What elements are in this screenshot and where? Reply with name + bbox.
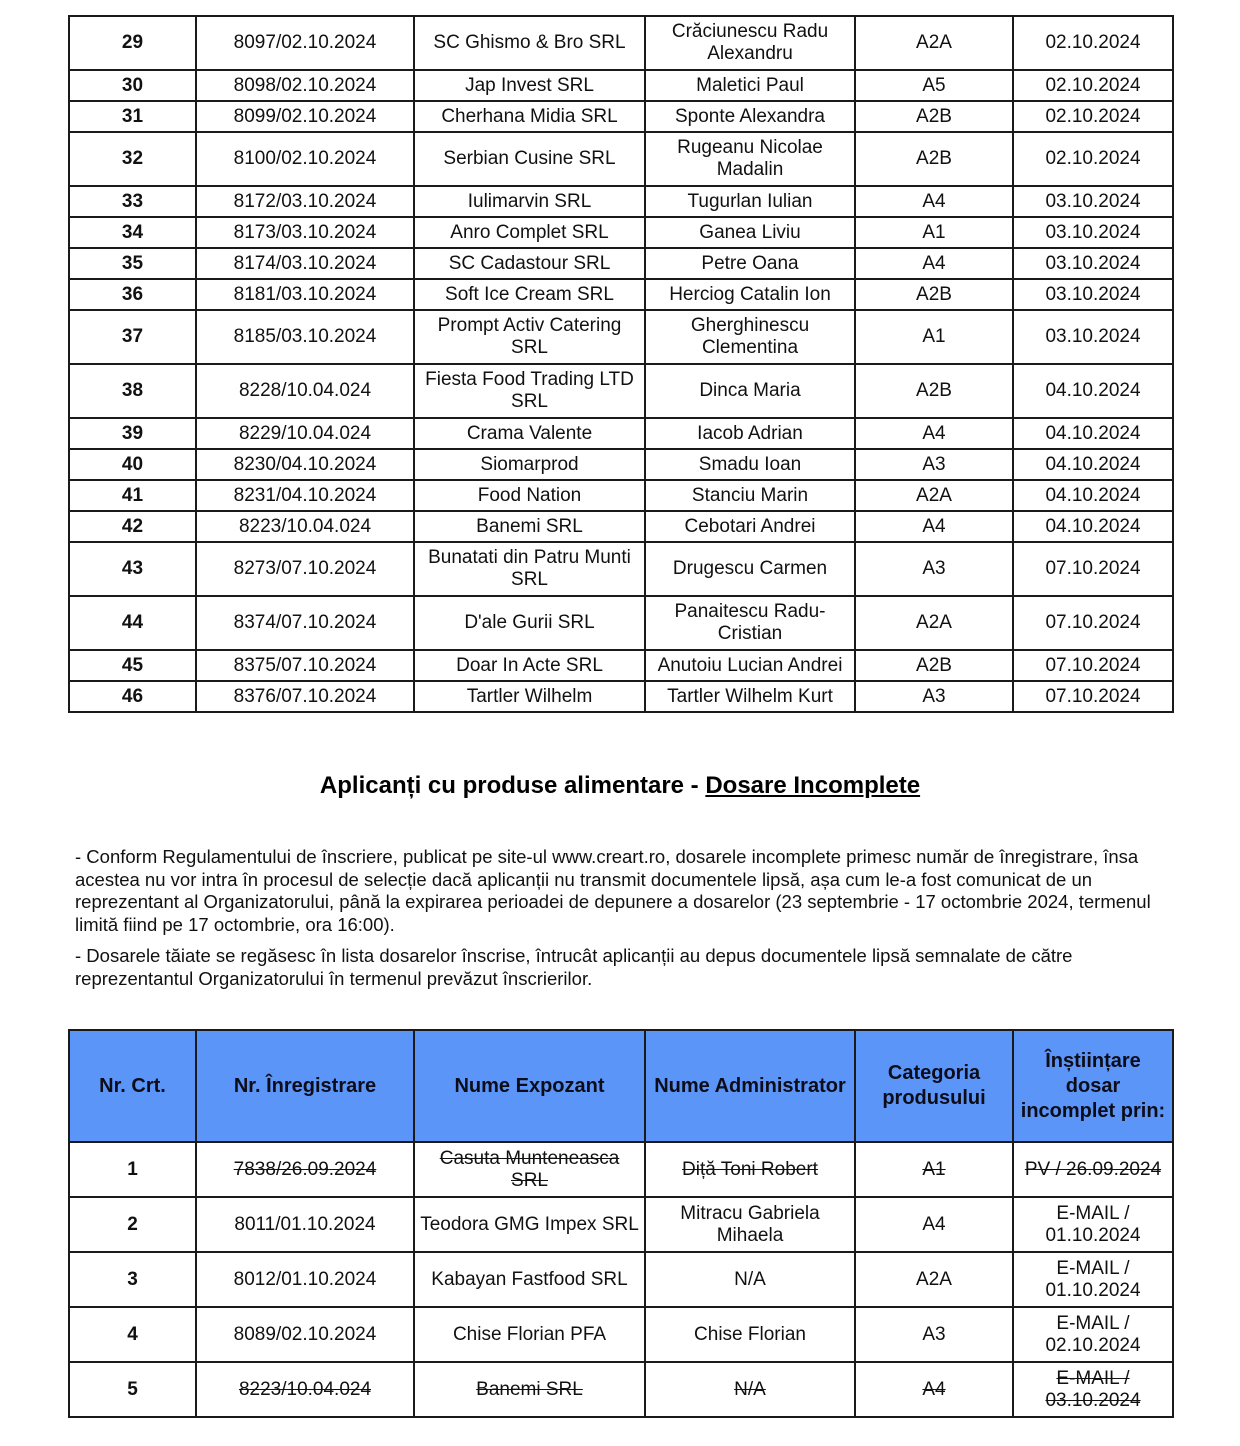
product-category: A2A bbox=[855, 596, 1013, 650]
administrator-name: N/A bbox=[645, 1252, 855, 1307]
header-product-category: Categoria produsului bbox=[855, 1030, 1013, 1142]
registration-date: 07.10.2024 bbox=[1013, 681, 1173, 712]
row-number: 40 bbox=[69, 449, 196, 480]
table-row bbox=[69, 1252, 1173, 1307]
registration-number: 8375/07.10.2024 bbox=[196, 650, 414, 681]
registration-date: 04.10.2024 bbox=[1013, 480, 1173, 511]
registration-date: 02.10.2024 bbox=[1013, 101, 1173, 132]
row-number: 4 bbox=[69, 1307, 196, 1362]
exhibitor-name: D'ale Gurii SRL bbox=[414, 596, 645, 650]
exhibitor-name: Prompt Activ Catering SRL bbox=[414, 310, 645, 364]
exhibitor-name: Banemi SRL bbox=[414, 511, 645, 542]
row-number: 34 bbox=[69, 217, 196, 248]
exhibitor-name: Fiesta Food Trading LTD SRL bbox=[414, 364, 645, 418]
registration-date: 02.10.2024 bbox=[1013, 70, 1173, 101]
table-row bbox=[69, 279, 1173, 310]
administrator-name: Petre Oana bbox=[645, 248, 855, 279]
product-category: A1 bbox=[855, 217, 1013, 248]
registered-applicants-table bbox=[68, 15, 1174, 713]
exhibitor-name: SC Cadastour SRL bbox=[414, 248, 645, 279]
exhibitor-name: Banemi SRL bbox=[414, 1362, 645, 1417]
table-row bbox=[69, 418, 1173, 449]
registration-number: 8100/02.10.2024 bbox=[196, 132, 414, 186]
row-number: 46 bbox=[69, 681, 196, 712]
row-number: 42 bbox=[69, 511, 196, 542]
table-header-row bbox=[69, 1030, 1173, 1142]
registration-date: 03.10.2024 bbox=[1013, 279, 1173, 310]
product-category: A4 bbox=[855, 418, 1013, 449]
registration-number: 8097/02.10.2024 bbox=[196, 16, 414, 70]
product-category: A2B bbox=[855, 132, 1013, 186]
table-row bbox=[69, 70, 1173, 101]
registration-date: 07.10.2024 bbox=[1013, 596, 1173, 650]
row-number: 39 bbox=[69, 418, 196, 449]
exhibitor-name: Teodora GMG Impex SRL bbox=[414, 1197, 645, 1252]
product-category: A4 bbox=[855, 1362, 1013, 1417]
row-number: 29 bbox=[69, 16, 196, 70]
registration-number: 8011/01.10.2024 bbox=[196, 1197, 414, 1252]
product-category: A1 bbox=[855, 310, 1013, 364]
registration-number: 8185/03.10.2024 bbox=[196, 310, 414, 364]
registration-number: 8012/01.10.2024 bbox=[196, 1252, 414, 1307]
product-category: A3 bbox=[855, 681, 1013, 712]
row-number: 45 bbox=[69, 650, 196, 681]
table-row bbox=[69, 101, 1173, 132]
registration-number: 8089/02.10.2024 bbox=[196, 1307, 414, 1362]
table-row bbox=[69, 480, 1173, 511]
product-category: A3 bbox=[855, 1307, 1013, 1362]
administrator-name: Anutoiu Lucian Andrei bbox=[645, 650, 855, 681]
notification-method: E-MAIL / 03.10.2024 bbox=[1013, 1362, 1173, 1417]
administrator-name: N/A bbox=[645, 1362, 855, 1417]
row-number: 1 bbox=[69, 1142, 196, 1197]
registration-number: 8172/03.10.2024 bbox=[196, 186, 414, 217]
table-row bbox=[69, 1197, 1173, 1252]
exhibitor-name: Iulimarvin SRL bbox=[414, 186, 645, 217]
exhibitor-name: Doar In Acte SRL bbox=[414, 650, 645, 681]
administrator-name: Rugeanu Nicolae Madalin bbox=[645, 132, 855, 186]
table-row bbox=[69, 681, 1173, 712]
registration-date: 03.10.2024 bbox=[1013, 248, 1173, 279]
section-title-text: Aplicanți cu produse alimentare - bbox=[319, 772, 706, 799]
administrator-name: Gherghinescu Clementina bbox=[645, 310, 855, 364]
notes-block bbox=[75, 846, 1170, 999]
table-row bbox=[69, 511, 1173, 542]
row-number: 33 bbox=[69, 186, 196, 217]
registration-number: 8181/03.10.2024 bbox=[196, 279, 414, 310]
header-administrator-name: Nume Administrator bbox=[645, 1030, 855, 1142]
note-paragraph-1: - Conform Regulamentului de înscriere, publicat pe site-ul www.creart.ro, dosarele incomplete primesc număr de înregistrare, însa acestea nu vor intra în procesul de selecție dacă aplicanții nu transmit documentele lipsă, așa cum le-a fost comunicat de un reprezentant al Organizatorului, până la expirarea perioadei de depunere a dosarelor (23 septembrie - 17 octombrie 2024, termenul limită fiind pe 17 octombrie, ora 16:00). bbox=[75, 846, 1151, 935]
row-number: 37 bbox=[69, 310, 196, 364]
product-category: A1 bbox=[855, 1142, 1013, 1197]
exhibitor-name: Food Nation bbox=[414, 480, 645, 511]
registration-number: 8173/03.10.2024 bbox=[196, 217, 414, 248]
row-number: 5 bbox=[69, 1362, 196, 1417]
product-category: A4 bbox=[855, 511, 1013, 542]
registration-date: 02.10.2024 bbox=[1013, 16, 1173, 70]
table-row bbox=[69, 596, 1173, 650]
registration-number: 8231/04.10.2024 bbox=[196, 480, 414, 511]
administrator-name: Iacob Adrian bbox=[645, 418, 855, 449]
registration-number: 8099/02.10.2024 bbox=[196, 101, 414, 132]
administrator-name: Maletici Paul bbox=[645, 70, 855, 101]
administrator-name: Ganea Liviu bbox=[645, 217, 855, 248]
registration-number: 8374/07.10.2024 bbox=[196, 596, 414, 650]
table-row bbox=[69, 650, 1173, 681]
row-number: 43 bbox=[69, 542, 196, 596]
exhibitor-name: Serbian Cusine SRL bbox=[414, 132, 645, 186]
administrator-name: Herciog Catalin Ion bbox=[645, 279, 855, 310]
product-category: A4 bbox=[855, 1197, 1013, 1252]
administrator-name: Dinca Maria bbox=[645, 364, 855, 418]
registration-number: 8174/03.10.2024 bbox=[196, 248, 414, 279]
administrator-name: Tugurlan Iulian bbox=[645, 186, 855, 217]
notification-method: E-MAIL / 01.10.2024 bbox=[1013, 1197, 1173, 1252]
registration-number: 8098/02.10.2024 bbox=[196, 70, 414, 101]
notification-method: PV / 26.09.2024 bbox=[1013, 1142, 1173, 1197]
table-row bbox=[69, 310, 1173, 364]
table-row bbox=[69, 248, 1173, 279]
exhibitor-name: Jap Invest SRL bbox=[414, 70, 645, 101]
row-number: 32 bbox=[69, 132, 196, 186]
header-nr-crt: Nr. Crt. bbox=[69, 1030, 196, 1142]
product-category: A4 bbox=[855, 186, 1013, 217]
product-category: A2A bbox=[855, 1252, 1013, 1307]
product-category: A4 bbox=[855, 248, 1013, 279]
product-category: A2A bbox=[855, 16, 1013, 70]
product-category: A3 bbox=[855, 449, 1013, 480]
administrator-name: Mitracu Gabriela Mihaela bbox=[645, 1197, 855, 1252]
exhibitor-name: Chise Florian PFA bbox=[414, 1307, 645, 1362]
exhibitor-name: Siomarprod bbox=[414, 449, 645, 480]
incomplete-files-table bbox=[68, 1029, 1174, 1418]
table-row bbox=[69, 217, 1173, 248]
exhibitor-name: Casuta Munteneasca SRL bbox=[414, 1142, 645, 1197]
table-row bbox=[69, 132, 1173, 186]
exhibitor-name: Crama Valente bbox=[414, 418, 645, 449]
exhibitor-name: Tartler Wilhelm bbox=[414, 681, 645, 712]
administrator-name: Sponte Alexandra bbox=[645, 101, 855, 132]
administrator-name: Smadu Ioan bbox=[645, 449, 855, 480]
table-row-struck bbox=[69, 1142, 1173, 1197]
row-number: 30 bbox=[69, 70, 196, 101]
table-row bbox=[69, 1307, 1173, 1362]
product-category: A2B bbox=[855, 279, 1013, 310]
registration-number: 8376/07.10.2024 bbox=[196, 681, 414, 712]
registration-number: 8230/04.10.2024 bbox=[196, 449, 414, 480]
exhibitor-name: Kabayan Fastfood SRL bbox=[414, 1252, 645, 1307]
administrator-name: Drugescu Carmen bbox=[645, 542, 855, 596]
exhibitor-name: Anro Complet SRL bbox=[414, 217, 645, 248]
registration-number: 8223/10.04.024 bbox=[196, 511, 414, 542]
table-row bbox=[69, 542, 1173, 596]
table-row-struck bbox=[69, 1362, 1173, 1417]
product-category: A5 bbox=[855, 70, 1013, 101]
registration-date: 04.10.2024 bbox=[1013, 418, 1173, 449]
table-row bbox=[69, 449, 1173, 480]
registration-date: 02.10.2024 bbox=[1013, 132, 1173, 186]
exhibitor-name: Soft Ice Cream SRL bbox=[414, 279, 645, 310]
header-registration-number: Nr. Înregistrare bbox=[196, 1030, 414, 1142]
administrator-name: Cebotari Andrei bbox=[645, 511, 855, 542]
exhibitor-name: Bunatati din Patru Munti SRL bbox=[414, 542, 645, 596]
row-number: 38 bbox=[69, 364, 196, 418]
administrator-name: Tartler Wilhelm Kurt bbox=[645, 681, 855, 712]
header-exhibitor-name: Nume Expozant bbox=[414, 1030, 645, 1142]
exhibitor-name: SC Ghismo & Bro SRL bbox=[414, 16, 645, 70]
table-row bbox=[69, 186, 1173, 217]
notification-method: E-MAIL / 01.10.2024 bbox=[1013, 1252, 1173, 1307]
row-number: 35 bbox=[69, 248, 196, 279]
registration-date: 07.10.2024 bbox=[1013, 542, 1173, 596]
note-paragraph-2: - Dosarele tăiate se regăsesc în lista dosarelor înscrise, întrucât aplicanții au depus documentele lipsă semnalate de către reprezentantul Organizatorului în termenul prevăzut înscrierilor. bbox=[75, 945, 1073, 989]
registration-number: 8228/10.04.024 bbox=[196, 364, 414, 418]
row-number: 2 bbox=[69, 1197, 196, 1252]
section-title bbox=[0, 772, 1240, 800]
registration-number: 8223/10.04.024 bbox=[196, 1362, 414, 1417]
product-category: A2B bbox=[855, 650, 1013, 681]
administrator-name: Diță Toni Robert bbox=[645, 1142, 855, 1197]
row-number: 3 bbox=[69, 1252, 196, 1307]
administrator-name: Chise Florian bbox=[645, 1307, 855, 1362]
registration-number: 8229/10.04.024 bbox=[196, 418, 414, 449]
product-category: A2A bbox=[855, 480, 1013, 511]
registration-number: 7838/26.09.2024 bbox=[196, 1142, 414, 1197]
product-category: A3 bbox=[855, 542, 1013, 596]
table-row bbox=[69, 16, 1173, 70]
header-notification-method: Înștiințare dosar incomplet prin: bbox=[1013, 1030, 1173, 1142]
registration-date: 07.10.2024 bbox=[1013, 650, 1173, 681]
registration-number: 8273/07.10.2024 bbox=[196, 542, 414, 596]
registration-date: 04.10.2024 bbox=[1013, 364, 1173, 418]
row-number: 41 bbox=[69, 480, 196, 511]
administrator-name: Panaitescu Radu-Cristian bbox=[645, 596, 855, 650]
registration-date: 03.10.2024 bbox=[1013, 310, 1173, 364]
product-category: A2B bbox=[855, 101, 1013, 132]
registration-date: 04.10.2024 bbox=[1013, 449, 1173, 480]
section-title-underlined: Dosare Incomplete bbox=[705, 772, 921, 799]
administrator-name: Crăciunescu Radu Alexandru bbox=[645, 16, 855, 70]
row-number: 31 bbox=[69, 101, 196, 132]
registration-date: 03.10.2024 bbox=[1013, 186, 1173, 217]
product-category: A2B bbox=[855, 364, 1013, 418]
exhibitor-name: Cherhana Midia SRL bbox=[414, 101, 645, 132]
registration-date: 03.10.2024 bbox=[1013, 217, 1173, 248]
registration-date: 04.10.2024 bbox=[1013, 511, 1173, 542]
table-row bbox=[69, 364, 1173, 418]
row-number: 44 bbox=[69, 596, 196, 650]
notification-method: E-MAIL / 02.10.2024 bbox=[1013, 1307, 1173, 1362]
administrator-name: Stanciu Marin bbox=[645, 480, 855, 511]
row-number: 36 bbox=[69, 279, 196, 310]
